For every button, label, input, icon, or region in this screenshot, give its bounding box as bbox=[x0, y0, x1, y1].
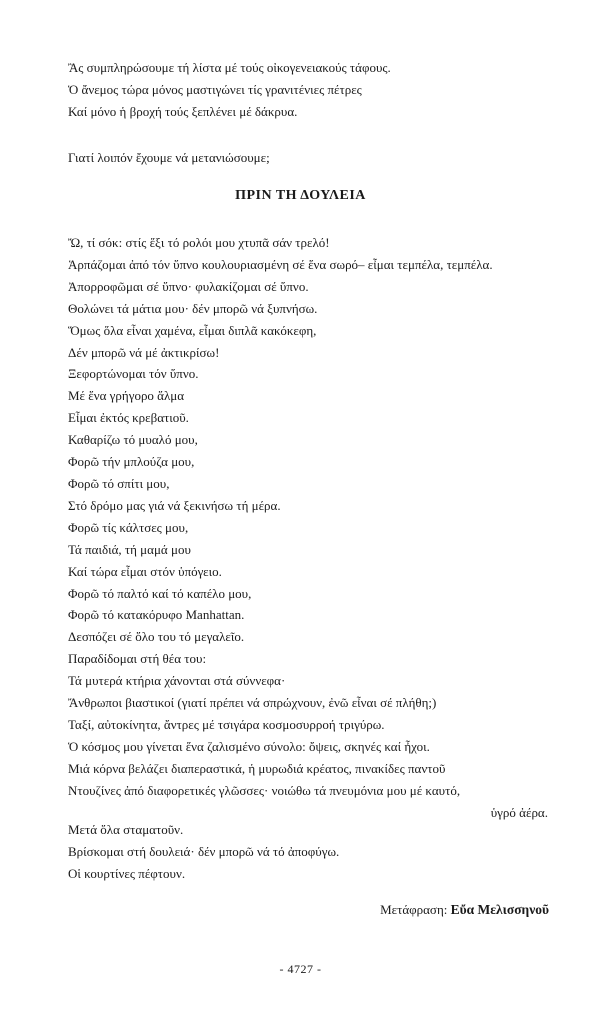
poem-line: Ταξί, αὐτοκίνητα, ἄντρες μέ τσιγάρα κοσμοσυρροή τριγύρω. bbox=[68, 716, 385, 732]
closing-line: Βρίσκομαι στή δουλειά· δέν μπορῶ νά τό ἀποφύγω. bbox=[68, 843, 340, 859]
intro-stanza bbox=[68, 57, 568, 123]
poem-line: Θολώνει τά μάτια μου· δέν μπορῶ νά ξυπνήσω. bbox=[68, 300, 318, 316]
intro-line: Καί μόνο ἡ βροχή τούς ξεπλένει μέ δάκρυα. bbox=[68, 104, 298, 119]
poem-line: Δέν μπορῶ νά μέ ἀκτικρίσω! bbox=[68, 344, 220, 360]
poem-line-continuation: ὑγρό ἀέρα. bbox=[490, 804, 548, 820]
poem-line: Ὤ, τί σόκ: στίς ἕξι τό ρολόι μου χτυπᾶ σάν τρελό! bbox=[68, 235, 330, 250]
poem-line: Ντουζίνες ἀπό διαφορετικές γλῶσσες· νοιώθω τά πνευμόνια μου μέ καυτό, bbox=[68, 782, 461, 798]
closing-line: Μετά ὅλα σταματοῦν. bbox=[68, 822, 184, 837]
closing-stanza bbox=[68, 819, 568, 885]
poem-line: Ἀπορροφῶμαι σέ ὕπνο· φυλακίζομαι σέ ὕπνο. bbox=[68, 278, 309, 294]
poem-line: Φορῶ τό σπίτι μου, bbox=[68, 475, 170, 491]
poem-line: Ξεφορτώνομαι τόν ὕπνο. bbox=[68, 366, 199, 382]
question-line: Γιατί λοιπόν ἔχουμε νά μετανιώσουμε; bbox=[68, 150, 270, 165]
intro-line: Ἂς συμπληρώσουμε τή λίστα μέ τούς οἰκογενειακούς τάφους. bbox=[68, 60, 391, 75]
poem-line: Μέ ἕνα γρήγορο ἅλμα bbox=[68, 388, 185, 404]
poem-line: Καί τώρα εἶμαι στόν ὑπόγειο. bbox=[68, 563, 222, 579]
poem-line: Μιά κόρνα βελάζει διαπεραστικά, ἡ μυρωδιά κρέατος, πινακίδες παντοῦ bbox=[68, 760, 446, 776]
poem-line: Ἁρπάζομαι ἀπό τόν ὕπνο κουλουριασμένη σέ ἕνα σωρό– εἶμαι τεμπέλα, τεμπέλα. bbox=[68, 256, 493, 272]
poem-line: Τά μυτερά κτήρια χάνονται στά σύννεφα· bbox=[68, 673, 286, 689]
translator-name: Εὔα Μελισσηνοῦ bbox=[450, 902, 549, 917]
page-number: - 4727 - bbox=[279, 962, 322, 976]
poem-line: Ὁ κόσμος μου γίνεται ἕνα ζαλισμένο σύνολο: ὄψεις, σκηνές καί ἦχοι. bbox=[68, 738, 430, 754]
poem-line: Φορῶ τό παλτό καί τό καπέλο μου, bbox=[68, 585, 252, 601]
poem-line: Φορῶ τίς κάλτσες μου, bbox=[68, 519, 189, 535]
poem-line: Τά παιδιά, τή μαμά μου bbox=[68, 541, 191, 557]
poem-line: Φορῶ τήν μπλούζα μου, bbox=[68, 454, 195, 470]
intro-line: Ὁ ἄνεμος τώρα μόνος μαστιγώνει τίς γρανιτένιες πέτρες bbox=[68, 82, 362, 97]
poem-line: Ὅμως ὅλα εἶναι χαμένα, εἶμαι διπλᾶ κακόκεφη, bbox=[68, 322, 317, 338]
poem-title: ΠΡΙΝ ΤΗ ΔΟΥΛΕΙΑ bbox=[235, 188, 366, 203]
poem-line: Στό δρόμο μας γιά νά ξεκινήσω τή μέρα. bbox=[68, 497, 281, 513]
poem-body bbox=[68, 232, 568, 823]
question-stanza bbox=[68, 147, 568, 169]
closing-line: Οἱ κουρτίνες πέφτουν. bbox=[68, 865, 186, 881]
poem-line: Φορῶ τό κατακόρυφο Manhattan. bbox=[68, 607, 245, 623]
poem-line: Καθαρίζω τό μυαλό μου, bbox=[68, 432, 198, 448]
translator-label: Μετάφραση: bbox=[380, 902, 448, 917]
poem-line: Ἄνθρωποι βιαστικοί (γιατί πρέπει νά σπρώχνουν, ἐνῶ εἶναι σέ πλήθη;) bbox=[68, 695, 437, 711]
translator-credit bbox=[380, 902, 549, 918]
poem-line: Παραδίδομαι στή θέα του: bbox=[68, 651, 207, 667]
poem-line: Εἶμαι ἐκτός κρεβατιοῦ. bbox=[68, 410, 189, 426]
poem-line: Δεσπόζει σέ ὅλο του τό μεγαλεῖο. bbox=[68, 629, 245, 645]
